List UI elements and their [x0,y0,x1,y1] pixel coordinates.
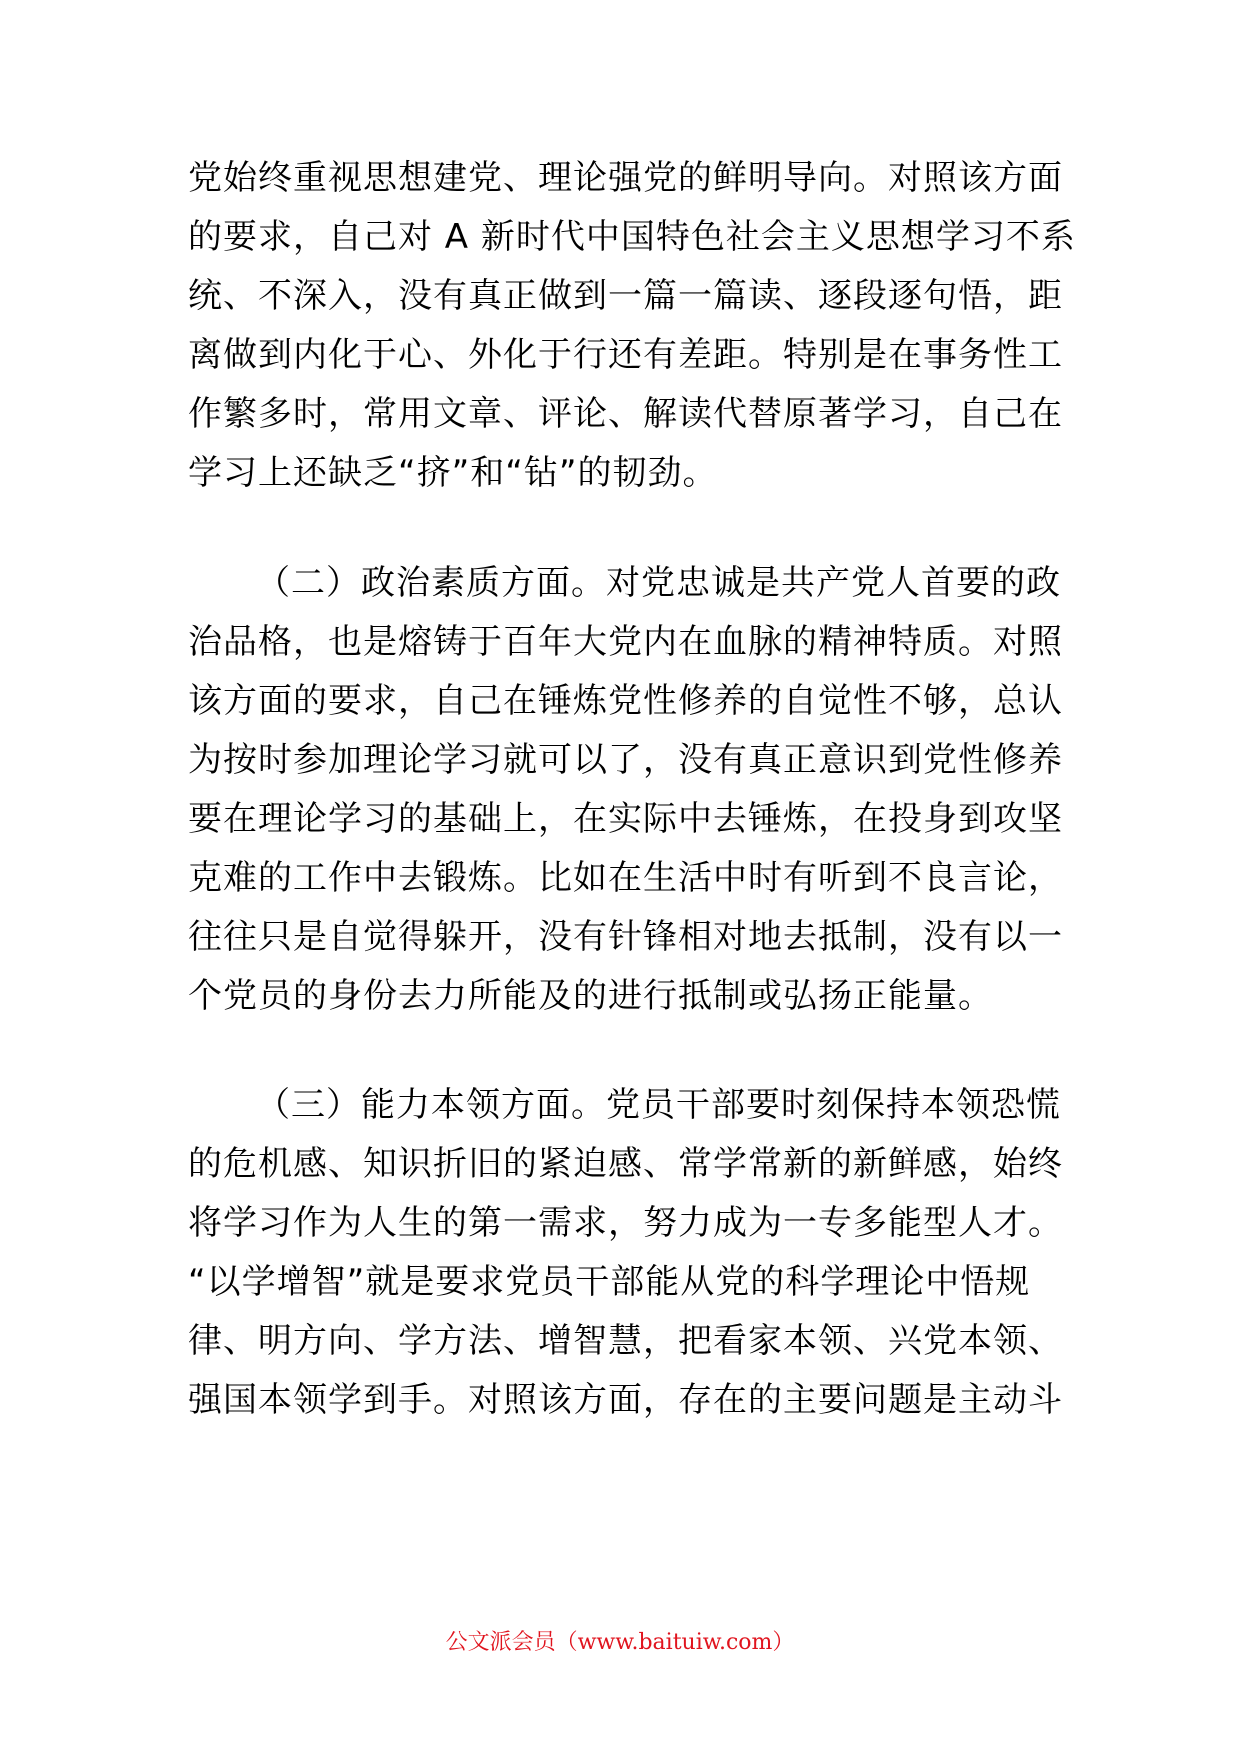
footer-watermark: 公文派会员（www.baituiw.com） [445,1630,795,1655]
paragraph-2-line-8: 个党员的身份去力所能及的进行抵制或弘扬正能量。 [188,976,993,1016]
paragraph-2-line-1: （二）政治素质方面。对党忠诚是共产党人首要的政 [256,563,1061,603]
paragraph-2-line-5: 要在理论学习的基础上，在实际中去锤炼，在投身到攻坚 [188,799,1063,839]
paragraph-2-line-2: 治品格，也是熔铸于百年大党内在血脉的精神特质。对照 [188,622,1063,662]
paragraph-3-line-3: 将学习作为人生的第一需求，努力成为一专多能型人才。 [188,1203,1063,1243]
paragraph-1-line-3: 统、不深入，没有真正做到一篇一篇读、逐段逐句悟，距 [188,276,1063,316]
paragraph-1-line-1: 党始终重视思想建党、理论强党的鲜明导向。对照该方面 [188,158,1063,198]
paragraph-3-line-5: 律、明方向、学方法、增智慧，把看家本领、兴党本领、 [188,1321,1063,1361]
paragraph-1-line-2: 的要求，自己对 A 新时代中国特色社会主义思想学习不系 [188,217,1076,257]
paragraph-2-line-6: 克难的工作中去锻炼。比如在生活中时有听到不良言论， [188,858,1063,898]
paragraph-1-line-5: 作繁多时，常用文章、评论、解读代替原著学习，自己在 [188,394,1063,434]
paragraph-1-line-4: 离做到内化于心、外化于行还有差距。特别是在事务性工 [188,335,1063,375]
paragraph-3-line-6: 强国本领学到手。对照该方面，存在的主要问题是主动斗 [188,1380,1063,1420]
paragraph-2-line-7: 往往只是自觉得躲开，没有针锋相对地去抵制，没有以一 [188,917,1063,957]
paragraph-2-line-4: 为按时参加理论学习就可以了，没有真正意识到党性修养 [188,740,1063,780]
paragraph-2-line-3: 该方面的要求，自己在锤炼党性修养的自觉性不够，总认 [188,681,1063,721]
paragraph-3-line-4: “以学增智”就是要求党员干部能从党的科学理论中悟规 [188,1262,1031,1302]
paragraph-3-line-1: （三）能力本领方面。党员干部要时刻保持本领恐慌 [256,1085,1061,1125]
paragraph-1-line-6: 学习上还缺乏“挤”和“钻”的韧劲。 [188,453,718,493]
paragraph-3-line-2: 的危机感、知识折旧的紧迫感、常学常新的新鲜感，始终 [188,1144,1063,1184]
